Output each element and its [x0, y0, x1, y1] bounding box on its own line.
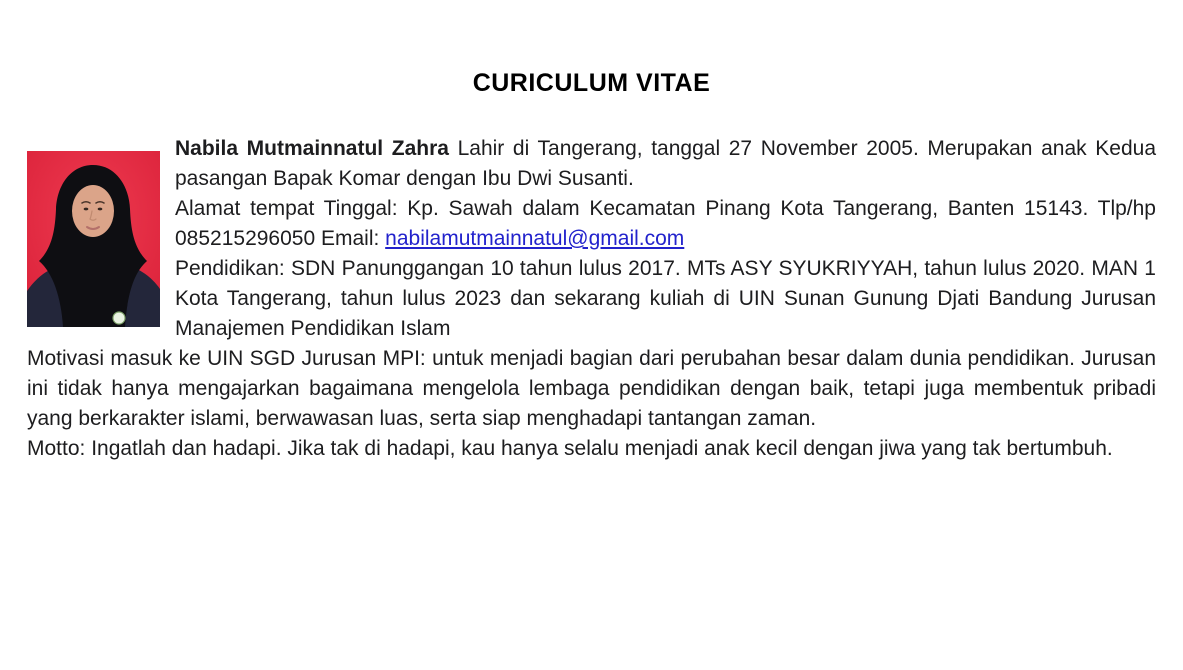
intro-text: Lahir di Tangerang, tanggal 27 November 2005. Merupakan anak Kedua pasangan Bapak Komar dengan Ibu Dwi Susanti.: [175, 137, 1156, 190]
badge-pin: [113, 312, 125, 324]
address-text: Alamat tempat Tinggal: Kp. Sawah dalam Kecamatan Pinang Kota Tangerang, Banten 15143. Tlp/hp 085215296050 Email:: [175, 197, 1156, 250]
cv-body: [27, 134, 1156, 464]
education-paragraph: Pendidikan: SDN Panunggangan 10 tahun lulus 2017. MTs ASY SYUKRIYYAH, tahun lulus 2020. MAN 1 Kota Tangerang, tahun lulus 2023 dan sekarang kuliah di UIN Sunan Gunung Djati Bandung Jurusan Manajemen Pendidikan Islam: [175, 257, 1156, 340]
contact-paragraph: [27, 194, 1156, 254]
intro-paragraph: [27, 134, 1156, 194]
left-eye: [84, 208, 89, 211]
person-name: Nabila Mutmainnatul Zahra: [175, 137, 449, 160]
email-link[interactable]: nabilamutmainnatul@gmail.com: [385, 227, 685, 250]
portrait-photo-image: [27, 151, 160, 327]
motivation-paragraph: Motivasi masuk ke UIN SGD Jurusan MPI: untuk menjadi bagian dari perubahan besar dalam dunia pendidikan. Jurusan ini tidak hanya mengajarkan bagaimana mengelola lembaga pendidikan dengan baik, tetapi juga membentuk pribadi yang berkarakter islami, berwawasan luas, serta siap menghadapi tantangan zaman.: [27, 347, 1156, 430]
profile-photo: [27, 151, 160, 327]
motto-paragraph: Motto: Ingatlah dan hadapi. Jika tak di hadapi, kau hanya selalu menjadi anak kecil dengan jiwa yang tak bertumbuh.: [27, 437, 1113, 460]
right-eye: [98, 208, 103, 211]
page-title: CURICULUM VITAE: [472, 69, 711, 97]
